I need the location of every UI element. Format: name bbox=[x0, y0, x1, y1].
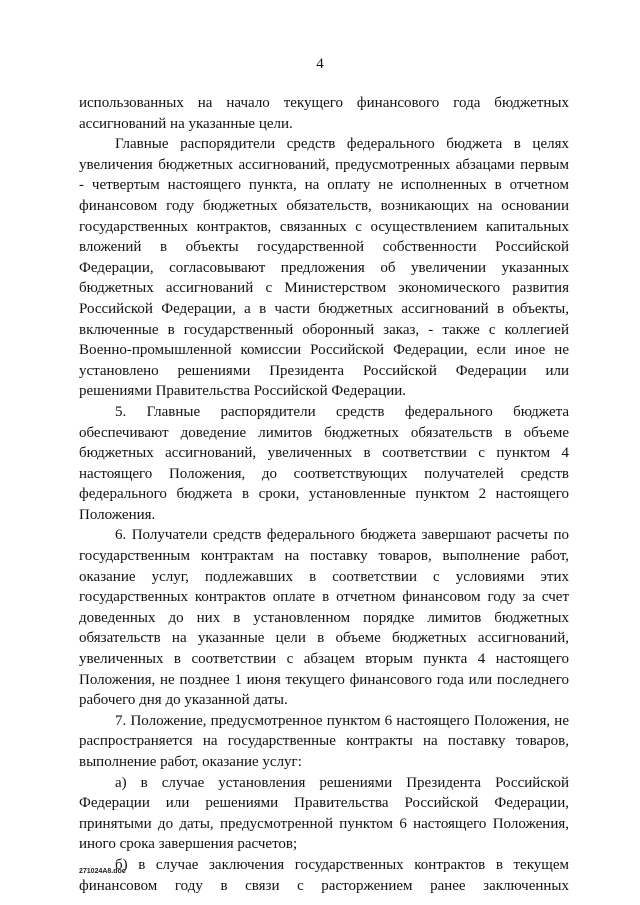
paragraph-continuation: использованных на начало текущего финансового года бюджетных ассигнований на указанные цели. bbox=[79, 95, 569, 132]
paragraph-item-6: 6. Получатели средств федерального бюджета завершают расчеты по государственным контрактам на поставку товаров, выполнение работ, оказание услуг, подлежавших в соответствии с условиями этих государственных контрактов оплате в отчетном финансовом году за счет доведенных до них в установленном порядке лимитов бюджетных обязательств на указанные цели в объеме бюджетных ассигнований, увеличенных в соответствии с абзацем вторым пункта 4 настоящего Положения, не позднее 1 июня текущего финансового года или последнего рабочего дня до указанной даты. bbox=[79, 527, 569, 709]
paragraph-subitem-a: а) в случае установления решениями Президента Российской Федерации или решениями Правительства Российской Федерации, принятыми до даты, предусмотренной пунктом 6 настоящего Положения, иного срока завершения расчетов; bbox=[79, 774, 569, 853]
paragraph-main-managers: Главные распорядители средств федерального бюджета в целях увеличения бюджетных ассигнований, предусмотренных абзацами первым - четвертым настоящего пункта, на оплату не исполненных в отчетном финансовом году бюджетных обязательств, возникающих на основании государственных контрактов, связанных с осуществлением капитальных вложений в объекты государственной собственности Российской Федерации, согласовывают предложения об увеличении указанных бюджетных ассигнований с Министерством экономического развития Российской Федерации, а в части бюджетных ассигнований в объекты, включенные в государственный оборонный заказ, - также с коллегией Военно-промышленной комиссии Российской Федерации, если иное не установлено решениями Президента Российской Федерации или решениями Правительства Российской Федерации. bbox=[79, 136, 569, 400]
paragraph-subitem-b: б) в случае заключения государственных контрактов в текущем финансовом году в связи с расторжением ранее заключенных bbox=[79, 856, 569, 894]
paragraph-item-5: 5. Главные распорядители средств федерального бюджета обеспечивают доведение лимитов бюджетных обязательств в объеме бюджетных ассигнований, увеличенных в соответствии с пунктом 4 настоящего Положения, до соответствующих получателей средств федерального бюджета в сроки, установленные пунктом 2 настоящего Положения. bbox=[79, 403, 569, 523]
paragraph-item-7: 7. Положение, предусмотренное пунктом 6 настоящего Положения, не распространяется на государственные контракты на поставку товаров, выполнение работ, оказание услуг: bbox=[79, 712, 569, 770]
document-body bbox=[79, 93, 569, 896]
file-name-footer: 271024A8.doc bbox=[79, 868, 126, 875]
page-number: 4 bbox=[316, 56, 324, 72]
